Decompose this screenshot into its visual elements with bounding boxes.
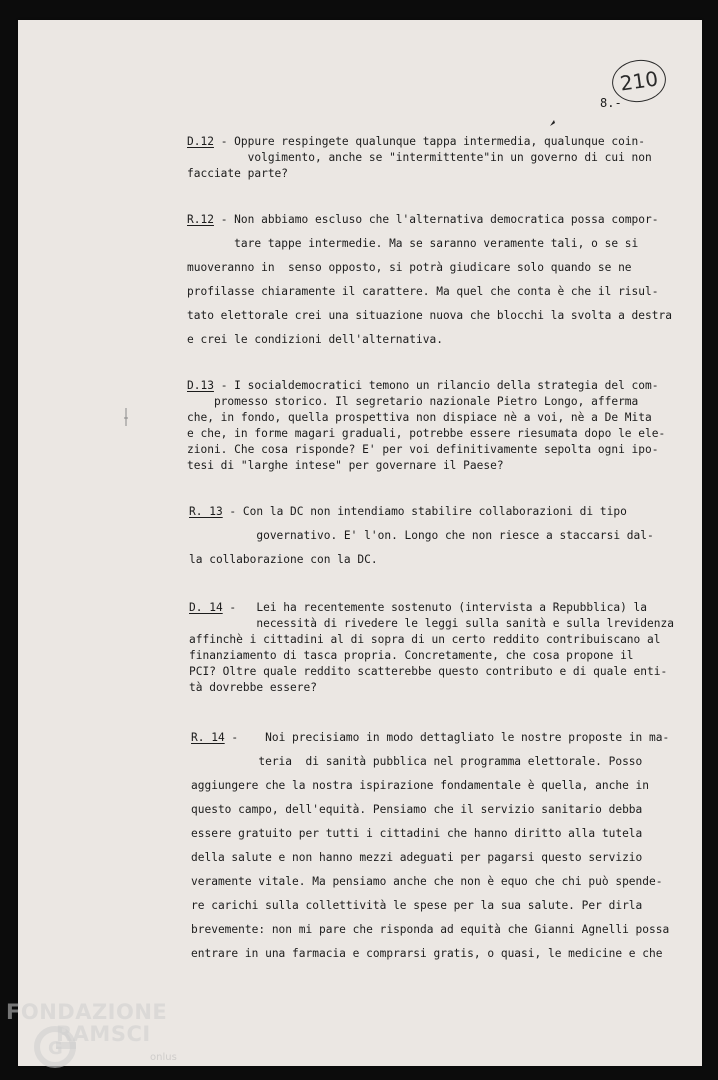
- answer-r12-line: e crei le condizioni dell'alternativa.: [187, 333, 443, 346]
- ink-mark-icon: [548, 118, 558, 128]
- question-d12-label: D.12: [187, 135, 214, 148]
- question-d14-line-1: D. 14 - Lei ha recentemente sostenuto (intervista a Repubblica) la: [189, 601, 648, 614]
- answer-r12-line: tato elettorale crei una situazione nuova che blocchi la svolta a destra: [187, 309, 672, 322]
- answer-r14-line: entrare in una farmacia e comprarsi gratis, o quasi, le medicine e che: [191, 947, 663, 960]
- question-d13-line: promesso storico. Il segretario nazionale Pietro Longo, afferma: [187, 395, 639, 408]
- answer-r13-line: la collaborazione con la DC.: [189, 553, 378, 566]
- question-d13-line: che, in fondo, quella prospettiva non dispiace nè a voi, nè a De Mita: [187, 411, 652, 424]
- question-d14-line: necessità di rivedere le leggi sulla sanità e sulla lrevidenza: [189, 617, 674, 630]
- answer-r14-line: veramente vitale. Ma pensiamo anche che non è equo che chi può spende-: [191, 875, 663, 888]
- answer-r14-line: essere gratuito per tutti i cittadini che hanno diritto alla tutela: [191, 827, 643, 840]
- answer-r14-line: questo campo, dell'equità. Pensiamo che il servizio sanitario debba: [191, 803, 643, 816]
- answer-r14-line: aggiungere che la nostra ispirazione fondamentale è quella, anche in: [191, 779, 650, 792]
- answer-r12-label: R.12: [187, 213, 214, 226]
- question-d12-line: facciate parte?: [187, 167, 289, 180]
- ink-mark-icon: [122, 406, 130, 428]
- answer-r14-line: della salute e non hanno mezzi adeguati per pagarsi questo servizio: [191, 851, 643, 864]
- question-d14-line: PCI? Oltre quale reddito scatterebbe questo contributo e di quale enti-: [189, 665, 668, 678]
- question-d13-line-1: D.13 - I socialdemocratici temono un rilancio della strategia del com-: [187, 379, 659, 392]
- answer-r12-line: muoveranno in senso opposto, si potrà giudicare solo quando se ne: [187, 261, 632, 274]
- answer-r13-line: governativo. E' l'on. Longo che non riesce a staccarsi dal-: [189, 529, 654, 542]
- fondazione-gramsci-watermark: [6, 1000, 186, 1074]
- question-d14-line: affinchè i cittadini al di sopra di un certo reddito contribuiscano al: [189, 633, 661, 646]
- watermark-line-3: onlus: [150, 1052, 177, 1063]
- answer-r13-label: R. 13: [189, 505, 223, 518]
- answer-r14-line: brevemente: non mi pare che risponda ad equità che Gianni Agnelli possa: [191, 923, 670, 936]
- document-page: [18, 20, 702, 1066]
- question-d14-label: D. 14: [189, 601, 223, 614]
- question-d12-line: volgimento, anche se "intermittente"in un governo di cui non: [187, 151, 652, 164]
- answer-r14-label: R. 14: [191, 731, 225, 744]
- answer-r12-line: tare tappe intermedie. Ma se saranno veramente tali, o se si: [187, 237, 639, 250]
- watermark-line-2: RAMSCI: [56, 1022, 151, 1046]
- archive-number-stamp: 210: [609, 56, 668, 105]
- question-d12-line-1: D.12 - Oppure respingete qualunque tappa intermedia, qualunque coin-: [187, 135, 646, 148]
- answer-r12-line-1: R.12 - Non abbiamo escluso che l'alternativa democratica possa compor-: [187, 213, 659, 226]
- question-d13-line: zioni. Che cosa risponde? E' per voi definitivamente sepolta ogni ipo-: [187, 443, 659, 456]
- answer-r14-line: re carichi sulla collettività le spese per la sua salute. Per dirla: [191, 899, 643, 912]
- answer-r13-line-1: R. 13 - Con la DC non intendiamo stabilire collaborazioni di tipo: [189, 505, 627, 518]
- question-d13-line: tesi di "larghe intese" per governare il Paese?: [187, 459, 504, 472]
- question-d13-label: D.13: [187, 379, 214, 392]
- answer-r14-line: teria di sanità pubblica nel programma elettorale. Posso: [191, 755, 643, 768]
- question-d13-line: e che, in forme magari graduali, potrebbe essere riesumata dopo le ele-: [187, 427, 666, 440]
- watermark-line-1: FONDAZIONE: [6, 1000, 168, 1024]
- svg-text:G: G: [48, 1038, 63, 1059]
- page-number: 8.-: [600, 96, 622, 110]
- answer-r12-line: profilasse chiaramente il carattere. Ma quel che conta è che il risul-: [187, 285, 659, 298]
- answer-r14-line-1: R. 14 - Noi precisiamo in modo dettagliato le nostre proposte in ma-: [191, 731, 670, 744]
- question-d14-line: tà dovrebbe essere?: [189, 681, 317, 694]
- question-d14-line: finanziamento di tasca propria. Concretamente, che cosa propone il: [189, 649, 634, 662]
